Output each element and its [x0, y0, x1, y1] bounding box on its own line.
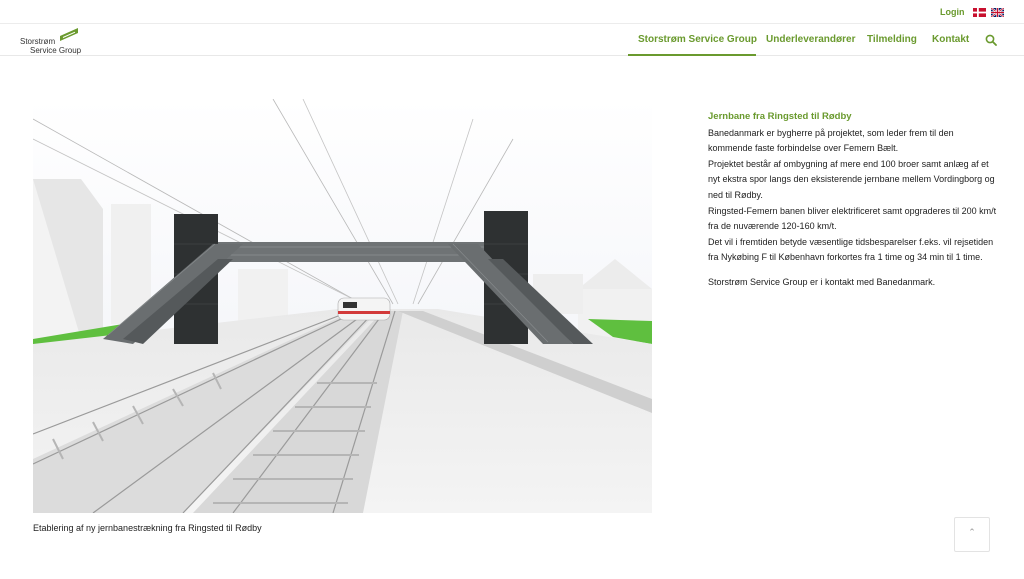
nav-tilmelding[interactable]: Tilmelding	[867, 34, 917, 45]
logo-text-line2: Service Group	[30, 46, 82, 55]
search-icon[interactable]	[985, 34, 997, 46]
scroll-to-top-button[interactable]	[954, 517, 990, 552]
top-utility-bar	[0, 0, 1024, 24]
article-paragraph: Ringsted-Femern banen bliver elektrificeret samt opgraderes til 200 km/t fra de nuværende 120-160 km/t.	[708, 205, 997, 232]
nav-active-indicator	[628, 54, 756, 56]
railway-illustration	[33, 99, 652, 513]
nav-kontakt[interactable]: Kontakt	[932, 34, 970, 45]
nav-underleverandorer[interactable]: Underleverandører	[766, 34, 856, 45]
article-closing: Storstrøm Service Group er i kontakt med Banedanmark.	[708, 276, 936, 287]
danish-flag-icon[interactable]	[973, 8, 986, 17]
nav-storstrom-service-group[interactable]: Storstrøm Service Group	[638, 34, 757, 45]
article-paragraph: Projektet består af ombygning af mere end 100 broer samt anlæg af et nyt ekstra spor langs den eksisterende jernbane mellem Vordingborg og ned til Rødby.	[708, 158, 995, 200]
login-link[interactable]: Login	[940, 7, 965, 17]
chevron-up-icon: ⌃	[968, 527, 976, 537]
article-text	[708, 109, 998, 291]
logo-text-line1: Storstrøm	[20, 37, 56, 46]
main-header	[0, 24, 1024, 56]
hero-caption: Etablering af ny jernbanestrækning fra Ringsted til Rødby	[33, 523, 262, 533]
site-logo[interactable]	[20, 28, 84, 54]
article-title: Jernbane fra Ringsted til Rødby	[708, 111, 852, 122]
article-paragraph: Det vil i fremtiden betyde væsentlige tidsbesparelser f.eks. vil rejsetiden fra Nykøbing F til København forkortes fra 1 time og 34 min til 1 time.	[708, 236, 994, 263]
article-paragraph: Banedanmark er bygherre på projektet, som leder frem til den kommende faste forbindelse over Femern Bælt.	[708, 127, 954, 154]
logo-mark-icon	[60, 28, 78, 42]
uk-flag-icon[interactable]	[991, 8, 1004, 17]
